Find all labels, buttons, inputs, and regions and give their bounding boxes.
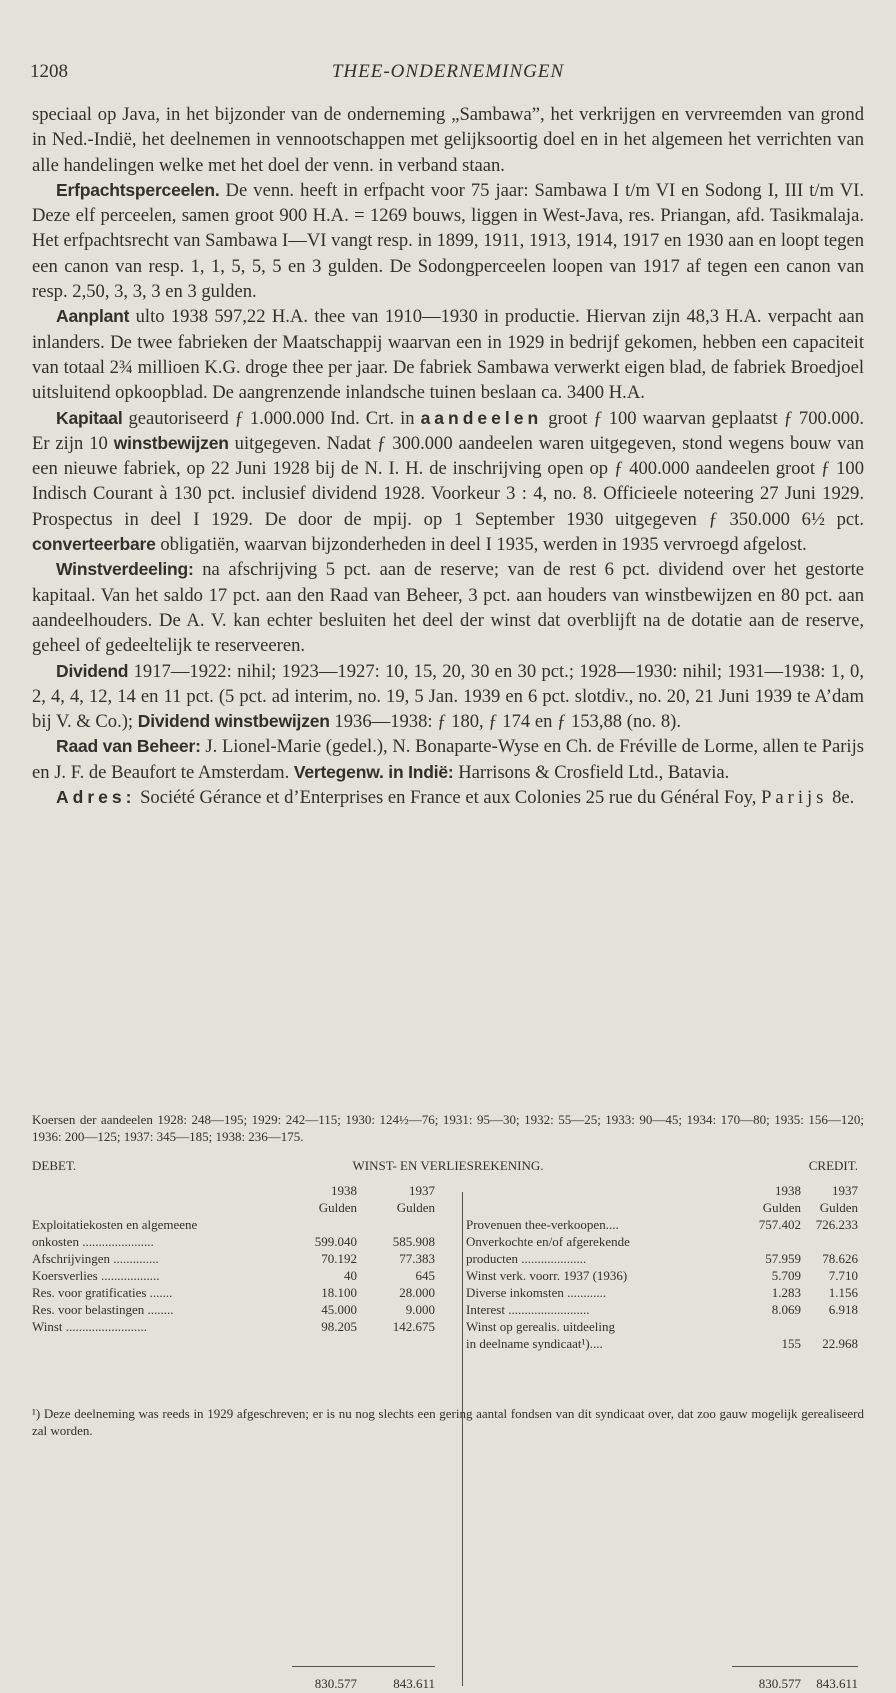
table-row [32,1319,864,1336]
value-1937: 585.908 [392,1234,435,1249]
value-1938: 18.100 [321,1285,357,1300]
row-label: Winst verk. voorr. 1937 (1936) [466,1268,628,1283]
value-1937: 78.626 [822,1251,858,1266]
row-label: Onverkochte en/of afgerekende [466,1234,630,1249]
value-1937: 726.233 [815,1217,858,1232]
value-1938: 70.192 [321,1251,357,1266]
currency-row: Gulden Gulden Gulden Gulden [318,1200,858,1215]
paragraph-objects: speciaal op Java, in het bijzonder van de onderneming „Sambawa”, het verkrijgen en vervreemden van grond in Ned.-Indië, het deelnemen in vennootschappen met gelijksoortig doel en in het algemeen het verrichten van alle handelingen welke met het doel der venn. in verband staan. [32,104,864,176]
value-1937: 22.968 [822,1336,858,1351]
heading-vertegenwoordiger: Vertegenw. in Indië: [293,761,454,782]
debet-total-rule [292,1666,435,1667]
table-header-row [32,1158,864,1175]
value-1938: 1.283 [771,1285,801,1300]
heading-kapitaal: Kapitaal [56,407,123,428]
heading-adres: Adres: [56,787,136,808]
value-1937: 7.710 [828,1268,858,1283]
paragraph-raad-van-beheer: Raad van Beheer: J. Lionel-Marie (gedel.), N. Bonaparte-Wyse en Ch. de Fréville de Lorme, allen te Parijs en J. F. de Beaufort te Amsterdam. Vertegenw. in Indië: Harrisons & Crosfield Ltd., Batavia. [32,736,864,783]
paragraph-adres: Adres: Société Gérance et d’Enterprises en France et aux Colonies 25 rue du Général Foy, Parijs 8e. [56,787,855,809]
running-header [30,61,866,91]
row-label: Diverse inkomsten ............ [466,1285,607,1300]
value-1938: 45.000 [321,1302,357,1317]
heading-winstverdeeling: Winstverdeeling: [56,559,194,580]
value-1937: 645 [415,1268,435,1283]
credit-total-rule [732,1666,858,1667]
value-1937: 28.000 [399,1285,435,1300]
table-row [32,1251,864,1268]
paragraph-erfpacht: Erfpachtsperceelen. De venn. heeft in erfpacht voor 75 jaar: Sambawa I t/m VI en Sodong I, III t/m VI. Deze elf perceelen, samen groot 900 H.A. = 1269 bouws, liggen in West-Java, res. Priangan, afd. Tasikmalaja. Het erfpachtsrecht van Sambawa I—VI vangt resp. in 1899, 1911, 1913, 1914, 1917 en 1930 aan en loopt tegen een canon van resp. 1, 1, 5, 5, 5 en 3 gulden. De Sodongperceelen loopen van 1917 af tegen een canon van resp. 2,50, 3, 3, 3 en 3 gulden. [32,179,864,303]
value-1937: 6.918 [828,1302,858,1317]
row-label: Res. voor belastingen ........ [32,1302,174,1317]
table-row [32,1234,864,1251]
value-1937: 142.675 [392,1319,435,1334]
value-1937: 1.156 [828,1285,858,1300]
table-row [32,1285,864,1302]
heading-dividend-winstbewijzen: Dividend winstbewijzen [137,711,330,732]
spaced-aandeelen: aandeelen [420,407,543,428]
value-1937: 9.000 [405,1302,435,1317]
row-label: Exploitatiekosten en algemeene [32,1217,198,1232]
share-prices: Koersen der aandeelen 1928: 248—195; 1929: 242—115; 1930: 124½—76; 1931: 95—30; 1932: 55—25; 1933: 90—45; 1934: 170—80; 1935: 156—120; 1936: 200—125; 1937: 345—185; 1938: 236—175. [32,1112,864,1144]
paragraph-winstverdeeling: Winstverdeeling: na afschrijving 5 pct. aan de reserve; van de rest 6 pct. dividend over het gestorte kapitaal. Van het saldo 17 pct. aan den Raad van Beheer, 3 pct. aan houders van winstbewijzen en 80 pct. aan aandeelhouders. De A. V. kan echter besluiten het deel der winst dat overblijft na de dotatie aan de reserve, geheel of gedeeltelijk te reserveeren. [32,559,865,657]
row-label: Res. voor gratificaties ....... [32,1285,173,1300]
table-title: WINST- EN VERLIESREKENING. [352,1158,544,1173]
paragraph-kapitaal: Kapitaal geautoriseerd ƒ 1.000.000 Ind. Crt. in aandeelen groot ƒ 100 waarvan geplaatst ƒ 700.000. Er zijn 10 winstbewijzen uitgegeven. Nadat ƒ 300.000 aandeelen waren uitgegeven, stond wegens bouw van een nieuwe fabriek, op 22 Juni 1928 bij de N. I. H. de inschrijving open op ƒ 400.000 aandeelen groot ƒ 100 Indisch Courant à 130 pct. inclusief dividend 1928. Voorkeur 3 : 4, no. 8. Officieele noteering 27 Juni 1929. Prospectus in deel I 1929. De door de mpij. op 1 September 1930 uitgegeven ƒ 350.000 6½ pct. converteerbare obligatiën, waarvan bijzonderheden in deel I 1935, werden in 1935 vervroegd afgelost. [32,407,865,556]
footnote: ¹) Deze deelneming was reeds in 1929 afgeschreven; er is nu nog slechts een gering aantal fondsen van dit syndicaat over, dat zoo gauw mogelijk gerealiseerd zal worden. [32,1406,864,1438]
value-1938: 8.069 [771,1302,801,1317]
bold-converteerbare: converteerbare [32,534,156,555]
value-1938: 757.402 [758,1217,801,1232]
table-row [32,1302,864,1319]
heading-raad-van-beheer: Raad van Beheer: [56,736,201,757]
row-label: Afschrijvingen .............. [32,1251,159,1266]
page-title: THEE-ONDERNEMINGEN [331,61,565,82]
paragraph-aanplant: Aanplant ulto 1938 597,22 H.A. thee van 1910—1930 in productie. Hiervan zijn 48,3 H.A. verpacht aan inlanders. De twee fabrieken der Maatschappij waarvan een in 1929 in bedrijf gekomen, hebben een capaciteit van totaal 2¾ millioen K.G. droge thee per jaar. De fabriek Sambawa verwerkt eigen blad, de fabriek Broedjoel uitsluitend opkoopblad. De aangrenzende inlandsche tuinen beslaan ca. 3400 H.A. [32,306,865,404]
paragraph-dividend: Dividend 1917—1922: nihil; 1923—1927: 10, 15, 20, 30 en 30 pct.; 1928—1930: nihil; 1931—1938: 1, 0, 2, 4, 4, 12, 14 en 11 pct. (5 pct. ad interim, no. 19, 5 Jan. 1939 en 6 pct. slotdiv., no. 20, 21 Juni 1939 te A’dam bij V. & Co.); Dividend winstbewijzen 1936—1938: ƒ 180, ƒ 174 en ƒ 153,88 (no. 8). [32,660,864,733]
value-1938: 57.959 [765,1251,801,1266]
year-row: 1938 1937 1938 1937 [331,1183,858,1198]
value-1938: 98.205 [321,1319,357,1334]
spaced-parijs: Parijs [761,787,828,809]
debet-label: DEBET. [32,1158,77,1173]
row-label: in deelname syndicaat¹).... [466,1336,603,1351]
row-label: Interest ......................... [466,1302,590,1317]
value-1938: 599.040 [314,1234,357,1249]
value-1937: 77.383 [399,1251,435,1266]
row-label: producten .................... [466,1251,587,1266]
page-number: 1208 [30,61,68,82]
credit-label: CREDIT. [808,1158,858,1173]
value-1938: 40 [344,1268,357,1283]
total-row: 830.577 843.611 830.577 843.611 [314,1676,858,1691]
heading-dividend: Dividend [56,660,129,681]
row-label: Koersverlies .................. [32,1268,160,1283]
value-1938: 5.709 [771,1268,801,1283]
row-label: Provenuen thee-verkoopen.... [466,1217,619,1232]
bold-winstbewijzen: winstbewijzen [113,432,229,453]
heading-aanplant: Aanplant [56,306,130,327]
table-row [32,1217,864,1234]
row-label: onkosten ...................... [32,1234,154,1249]
value-1938: 155 [781,1336,801,1351]
row-label: Winst ......................... [32,1319,148,1334]
body-text [32,102,864,810]
table-row [32,1336,864,1353]
row-label: Winst op gerealis. uitdeeling [466,1319,615,1334]
heading-erfpachtsperceelen: Erfpachtsperceelen. [56,179,220,200]
table-row [32,1268,864,1285]
